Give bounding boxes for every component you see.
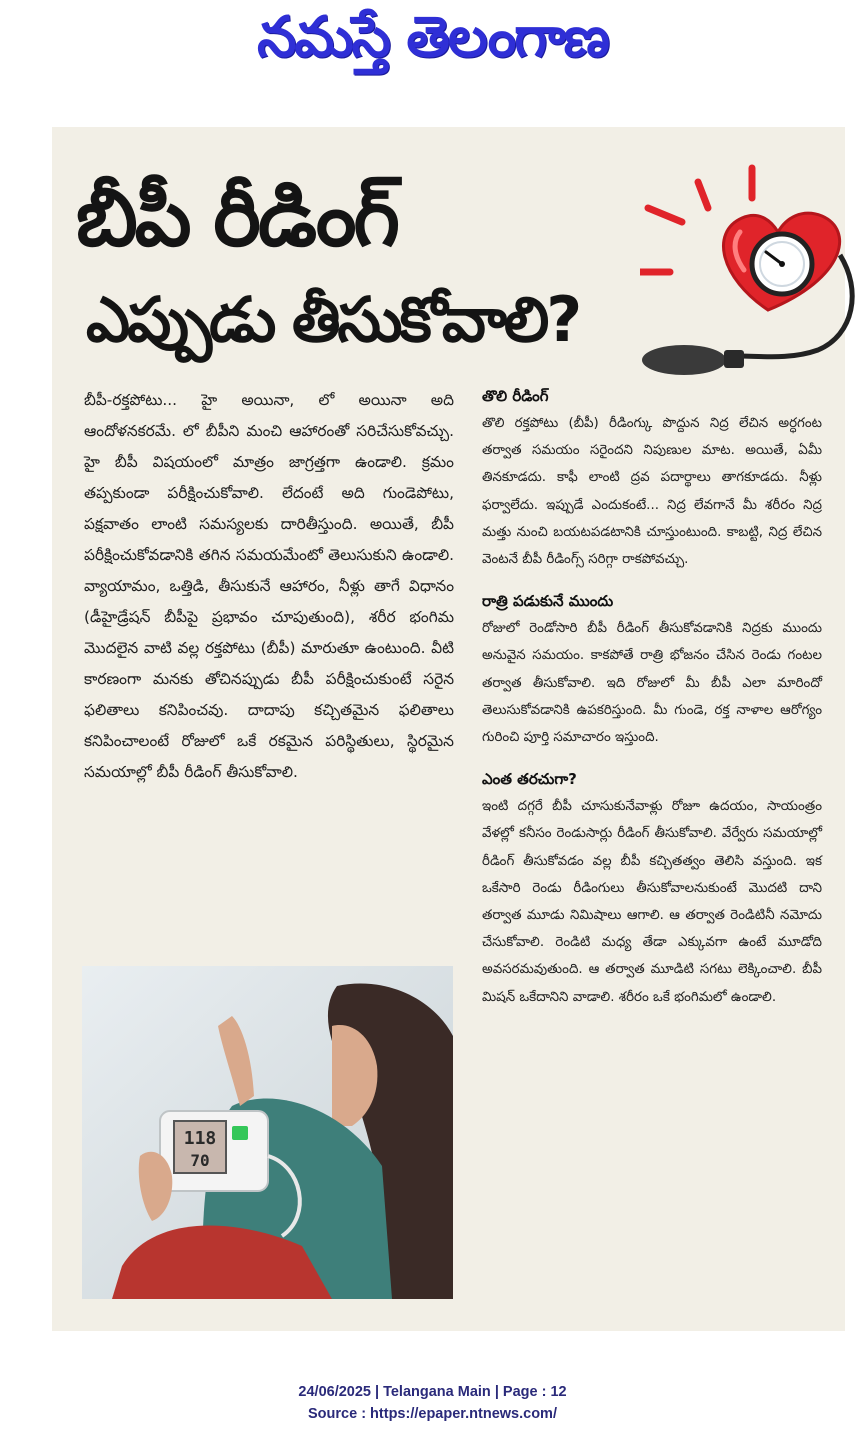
headline-line-1: బీపీ రీడింగ్ [76, 171, 398, 264]
heart-gauge-icon [640, 160, 865, 375]
section-body-first-reading: తొలి రక్తపోటు (బీపీ) రీడింగ్కు పొద్దున నిద్ర లేచిన అర్ధగంట తర్వాత సమయం సరైందని నిపుణుల మాట. అయితే, ఏమీ తినకూడదు. కాఫీ లాంటి ద్రవ పదార్థాలు తాగకూడదు. నీళ్లు ఫర్వాలేదు. ఇప్పుడే ఎందుకంటే... నిద్ర లేవగానే మీ శరీరం నిద్ర మత్తు నుంచి బయటపడటానికి చూస్తుంటుంది. కాబట్టి, నిద్ర లేచిన వెంటనే బీపీ రీడింగ్స్ సరిగ్గా రాకపోవచ్చు. [482, 416, 822, 568]
monitor-systolic: 118 [183, 1128, 217, 1149]
section-heading-before-bed: రాత్రి పడుకునే ముందు [482, 592, 614, 611]
masthead-logo: నమస్తే తెలంగాణ [257, 5, 608, 70]
monitor-diastolic: 70 [190, 1151, 210, 1170]
footer-source: Source : https://epaper.ntnews.com/ [308, 1406, 557, 1422]
section-heading-first-reading: తొలి రీడింగ్ [482, 387, 549, 405]
right-column [482, 382, 822, 1011]
footer-date-page: 24/06/2025 | Telangana Main | Page : 12 [298, 1384, 567, 1400]
section-body-how-often: ఇంటి దగ్గరే బీపీ చూసుకునేవాళ్లు రోజూ ఉదయం, సాయంత్రం వేళల్లో కనీసం రెండుసార్లు రీడింగ్ తీసుకోవాలి. వేర్వేరు సమయాల్లో రీడింగ్ తీసుకోవడం వల్ల బీపీ కచ్చితత్వం తెలిసి వస్తుంది. ఇక ఒకేసారి రెండు రీడింగులు తీసుకోవాలనుకుంటే మొదటి దాని తర్వాత మూడు నిమిషాలు ఆగాలి. ఆ తర్వాత రెండిటినీ నమోదు చేసుకోవాలి. రెండిటి మధ్య తేడా ఎక్కువగా ఉంటే మూడోది అవసరమవుతుంది. ఆ తర్వాత మూడిటి సగటు లెక్కించాలి. బీపీ మిషన్ ఒకేదానిని వాడాలి. శరీరం ఒకే భంగిమలో ఉండాలి. [482, 799, 822, 1005]
section-heading-how-often: ఎంత తరచుగా? [482, 770, 577, 789]
section-body-before-bed: రోజులో రెండోసారి బీపీ రీడింగ్ తీసుకోవడానికి నిద్రకు ముందు అనువైన సమయం. కాకపోతే రాత్రి భోజనం చేసిన రెండు గంటల తర్వాత తీసుకోవాలి. ఇది రోజులో మీ బీపీ ఎలా మారిందో తెలుసుకోవడానికి ఉపకరిస్తుంది. మీ గుండె, రక్త నాళాల ఆరోగ్యం గురించి పూర్తి సమాచారం ఇస్తుంది. [482, 621, 822, 746]
intro-paragraph: బీపీ-రక్తపోటు... హై అయినా, లో అయినా అది ఆందోళనకరమే. లో బీపీని మంచి ఆహారంతో సరిచేసుకోవచ్చు. హై బీపీ విషయంలో మాత్రం జాగ్రత్తగా ఉండాలి. క్రమం తప్పకుండా పరీక్షించుకోవాలి. లేదంటే అది గుండెపోటు, పక్షవాతం లాంటి సమస్యలకు దారితీస్తుంది. అయితే, బీపీ పరీక్షించుకోవడానికి తగిన సమయమేంటో తెలుసుకుని ఉండాలి. వ్యాయామం, ఒత్తిడి, తీసుకునే ఆహారం, నీళ్లు తాగే విధానం (డీహైడ్రేషన్ బీపీపై ప్రభావం చూపుతుంది), శరీర భంగిమ మొదలైన వాటి వల్ల రక్తపోటు (బీపీ) మారుతూ ఉంటుంది. వీటి కారణంగా మనకు తోచినప్పుడు బీపీ పరీక్షించుకుంటే సరైన ఫలితాలు కనిపించవు. దాదాపు కచ్చితమైన ఫలితాలు కనిపించాలంటే రోజులో ఒకే రకమైన పరిస్థితులు, స్థిరమైన సమయాల్లో బీపీ రీడింగ్ తీసుకోవాలి. [84, 391, 454, 781]
headline-line-2: ఎప్పుడు తీసుకోవాలి? [86, 283, 580, 356]
bp-monitor-photo [82, 966, 453, 1299]
